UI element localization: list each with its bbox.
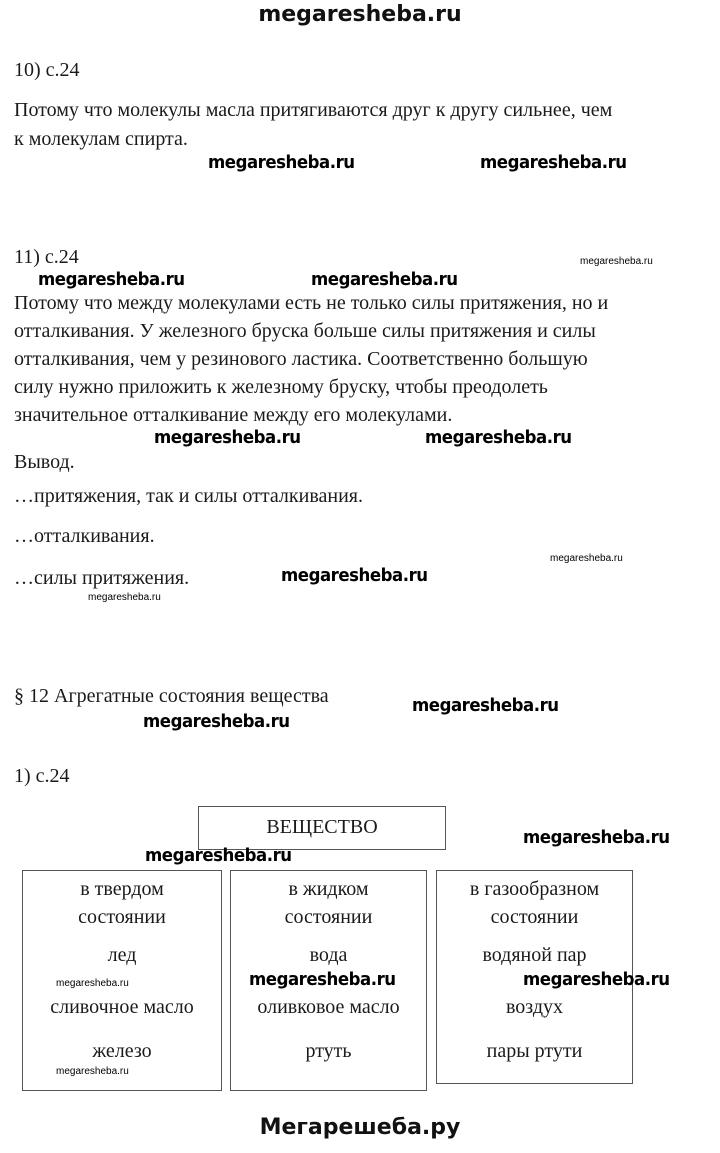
watermark: megaresheba.ru (56, 1066, 129, 1077)
state-heading: в газообразном (469, 878, 600, 900)
answer-line: Потому что молекулы масла притягиваются друг к другу сильнее, чем (14, 99, 613, 121)
root-box (198, 806, 446, 850)
substance-item: ртуть (305, 1040, 352, 1062)
answer-line: отталкивания. У железного бруска больше силы притяжения и силы (14, 320, 596, 342)
watermark: megaresheba.ru (523, 969, 670, 990)
section-title: § 12 Агрегатные состояния вещества (14, 685, 329, 707)
substance-item: водяной пар (482, 944, 587, 966)
watermark: megaresheba.ru (425, 427, 572, 448)
state-heading: в твердом (80, 878, 164, 900)
watermark: megaresheba.ru (550, 553, 623, 564)
conclusion-item: …силы притяжения. (14, 567, 190, 589)
watermark: megaresheba.ru (38, 269, 185, 290)
answer-line: отталкивания, чем у резинового ластика. Соответственно большую (14, 348, 588, 370)
watermark: megaresheba.ru (249, 969, 396, 990)
watermark: megaresheba.ru (208, 152, 355, 173)
state-heading: состоянии (284, 906, 373, 928)
site-header[interactable]: megaresheba.ru (258, 2, 462, 27)
question-10-title: 10) с.24 (14, 59, 80, 81)
root-label: ВЕЩЕСТВО (266, 816, 378, 838)
substance-item: воздух (505, 996, 564, 1018)
conclusion-item: …притяжения, так и силы отталкивания. (14, 485, 363, 507)
watermark: megaresheba.ru (154, 427, 301, 448)
answer-line: значительное отталкивание между его молекулами. (14, 404, 453, 426)
conclusion-item: …отталкивания. (14, 525, 155, 547)
substance-item: лед (107, 944, 137, 966)
watermark: megaresheba.ru (311, 269, 458, 290)
answer-line: к молекулам спирта. (14, 128, 188, 150)
watermark: megaresheba.ru (281, 565, 428, 586)
state-heading: состоянии (490, 906, 579, 928)
watermark: megaresheba.ru (56, 978, 129, 989)
watermark: megaresheba.ru (412, 695, 559, 716)
site-footer[interactable]: Мегарешеба.ру (259, 1115, 461, 1140)
answer-line: Потому что между молекулами есть не только силы притяжения, но и (14, 292, 609, 314)
conclusion-label: Вывод. (14, 451, 75, 473)
substance-item: пары ртути (486, 1040, 583, 1062)
state-heading: состоянии (78, 906, 166, 928)
answer-line: силу нужно приложить к железному бруску, чтобы преодолеть (14, 376, 548, 398)
watermark: megaresheba.ru (523, 827, 670, 848)
question-1-title: 1) с.24 (14, 765, 70, 787)
substance-item: сливочное масло (50, 996, 194, 1018)
substance-item: вода (309, 944, 348, 966)
watermark: megaresheba.ru (143, 711, 290, 732)
state-heading: в жидком (288, 878, 369, 900)
watermark: megaresheba.ru (88, 592, 161, 603)
watermark: megaresheba.ru (580, 256, 653, 267)
substance-item: железо (92, 1040, 152, 1062)
substance-item: оливковое масло (257, 996, 400, 1018)
watermark: megaresheba.ru (145, 845, 292, 866)
watermark: megaresheba.ru (480, 152, 627, 173)
question-11-title: 11) с.24 (14, 246, 79, 268)
